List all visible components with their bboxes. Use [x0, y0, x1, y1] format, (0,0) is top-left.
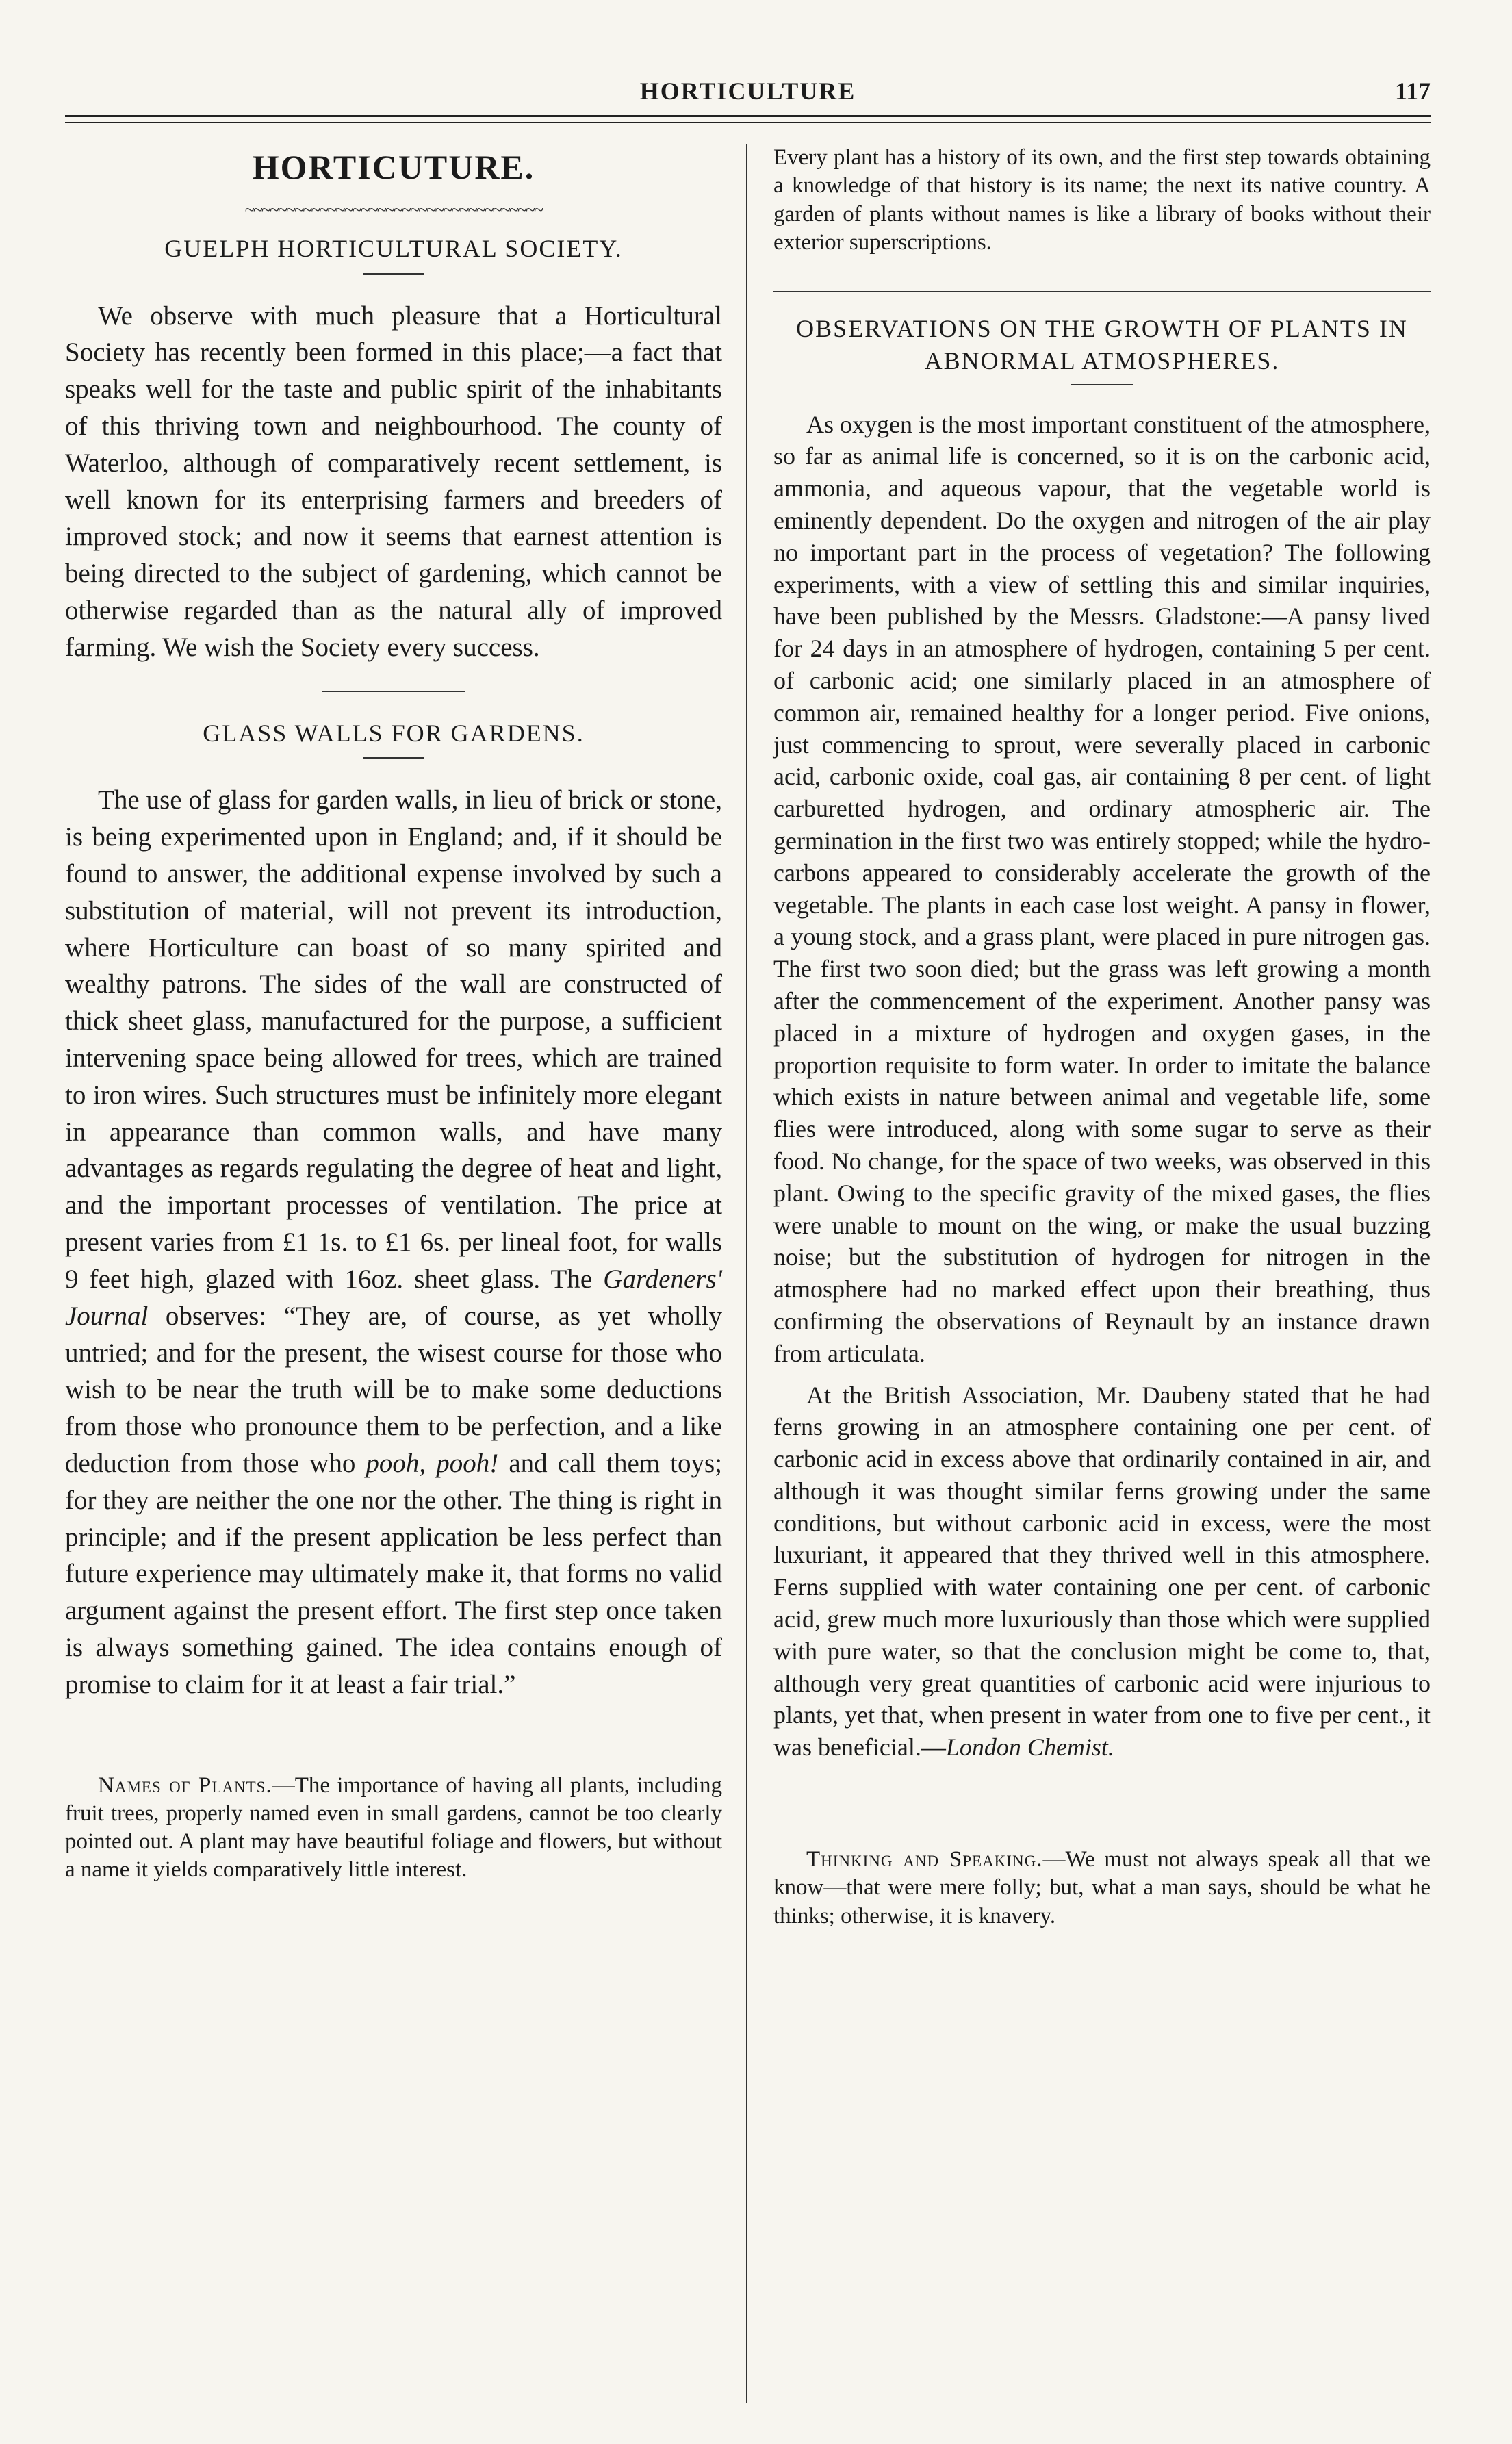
page: [65, 68, 1431, 2410]
observations-text-2: At the British Association, Mr. Daubeny stated that he had ferns growing in an atmosphere containing one per cent. of carbonic acid in excess above that ordinarily contained in air, and although it was thought similar ferns growing under the same conditions, but without carbonic acid in excess, were the most luxuriant, it appeared that they thrived well in this atmosphere. Ferns supplied with water containing one per cent. of carbonic acid, grew much more luxuriously than those which were supplied with pure water, so that the conclusion might be come to, that, although very great quantities of carbonic acid were injurious to plants, yet that, when present in water from one to five per cent., it was beneficial.—: [773, 1381, 1431, 1761]
glass-text-3: and call them toys; for they are neither the one nor the other. The thing is right in principle; and if the present application be less perfect than future experience may ultimately make it, that forms no valid argument against the present effort. The first step once taken is always something gained. The idea contains enough of promise to claim for it at least a fair trial.”: [65, 1448, 723, 1699]
observations-paragraph-2: [773, 1379, 1431, 1764]
society-heading: GUELPH HORTICULTURAL SOCIETY.: [164, 234, 623, 262]
header-rule: [65, 115, 1431, 117]
pooh-phrase: pooh, pooh!: [366, 1448, 499, 1478]
divider-rule: [773, 291, 1431, 292]
right-column: [773, 144, 1431, 1940]
header-rule-thin: [65, 122, 1431, 123]
short-rule: [363, 273, 424, 275]
page-number: 117: [1394, 77, 1431, 105]
glass-text-2: observes: “They are, of course, as yet wholly untried; and for the present, the wisest course for those who wish to be near the truth will be to make some deductions from those who pronounce them to be perfection, and a like deduction from those who: [65, 1301, 722, 1478]
observations-heading: OBSERVATIONS ON THE GROWTH OF PLANTS IN ABNORMAL ATMOSPHERES.: [796, 315, 1408, 374]
glass-heading: GLASS WALLS FOR GARDENS.: [203, 719, 585, 747]
journal-name: Gardeners' Journal: [65, 1264, 722, 1331]
short-rule: [1071, 384, 1133, 385]
glass-text-1: The use of glass for garden walls, in lieu of brick or stone, is being experimented upon in England; and, if it should be found to answer, the additional expense involved by such a substitution of material, will not prevent its introduction, where Horticulture can boast of so many spirited and wealthy patrons. The sides of the wall are constructed of thick sheet glass, manufactured for the purpose, a sufficient intervening space being allowed for trees, which are trained to iron wires. Such structures must be infinitely more elegant in appearance than common walls, and have many advantages as regards regulating the degree of heat and light, and the important processes of ventilation. The price at present varies from £1 1s. to £1 6s. per lineal foot, for walls 9 feet high, glazed with 16oz. sheet glass. The: [65, 785, 722, 1294]
glass-paragraph: [65, 782, 722, 1703]
names-continued: Every plant has a history of its own, and the first step towards obtaining a knowledge of that history is its name; the next its native country. A garden of plants without names is like a library of books without their exterior superscriptions.: [773, 145, 1431, 255]
running-head: HORTICULTURE: [639, 77, 856, 105]
short-rule: [363, 757, 424, 759]
column-divider: [746, 144, 747, 2403]
observations-paragraph-1: As oxygen is the most important constituent of the atmosphere, so far as animal life is concerned, so it is on the carbonic acid, ammonia, and aqueous vapour, that the vegetable world is eminently dependent. Do the oxygen and nitrogen of the air play no important part in the process of vegetation? The following experiments, with a view of settling this and similar inquiries, have been published by the Messrs. Gladstone:—A pansy lived for 24 days in an atmosphere of hydrogen, containing 5 per cent. of carbonic acid; one similarly placed in an atmosphere of common air, remained healthy for a longer period. Five onions, just commencing to sprout, were severally placed in carbonic acid, carbonic oxide, coal gas, air containing 8 per cent. of light carburetted hydrogen, and ordinary atmospheric air. The germination in the first two was entirely stopped; while the hydro-carbons appeared to considerably accelerate the growth of the vegetable. The plants in each case lost weight. A pansy in flower, a young stock, and a grass plant, were placed in pure nitrogen gas. The first two soon died; but the grass was left growing a month after the commencement of the experiment. Another pansy was placed in a mixture of hydrogen and oxygen gases, in the proportion requisite to form water. In order to imitate the balance which exists in nature between animal and vegetable life, some flies were introduced, along with some sugar to serve as their food. No change, for the space of two weeks, was observed in this plant. Owing to the specific gravity of the mixed gases, the flies were unable to mount on the wing, or make the usual buzzing noise; but the substitution of hydrogen for nitrogen in the atmosphere had no marked effect upon their breathing, thus confirming the observations of Reynault by an instance drawn from articulata.: [773, 410, 1431, 1367]
thinking-text: —We must not always speak all that we know—that were mere folly; but, what a man says, should be what he thinks; otherwise, it is knavery.: [773, 1847, 1431, 1929]
names-text: —The importance of having all plants, including fruit trees, properly named even in small gardens, cannot be too clearly pointed out. A plant may have beautiful foliage and flowers, but without a name it yields comparatively little interest.: [65, 1772, 722, 1883]
wavy-rule: ~~~~~~~~~~~~~~~~~~~~~~~~~~~~~~~~~~~~: [244, 200, 543, 220]
thinking-note: [773, 1846, 1431, 1931]
divider-rule: [322, 691, 465, 692]
society-paragraph: We observe with much pleasure that a Horticultural Society has recently been formed in this place;—a fact that speaks well for the taste and public spirit of the inhabitants of this thriving town and neighbourhood. The county of Waterloo, although of comparatively recent settlement, is well known for its enterprising farmers and breeders of improved stock; and now it seems that earnest attention is being directed to the subject of gardening, which cannot be otherwise regarded than as the natural ally of improved farming. We wish the Society every success.: [65, 301, 722, 662]
page-header: [65, 68, 1431, 116]
left-column: [65, 144, 722, 1894]
names-note: [65, 1772, 722, 1885]
thinking-lead: Thinking and Speaking.: [806, 1847, 1043, 1872]
names-lead: Names of Plants.: [98, 1772, 272, 1798]
source-name: London Chemist.: [945, 1733, 1114, 1761]
section-title: HORTICUTURE.: [252, 148, 535, 186]
